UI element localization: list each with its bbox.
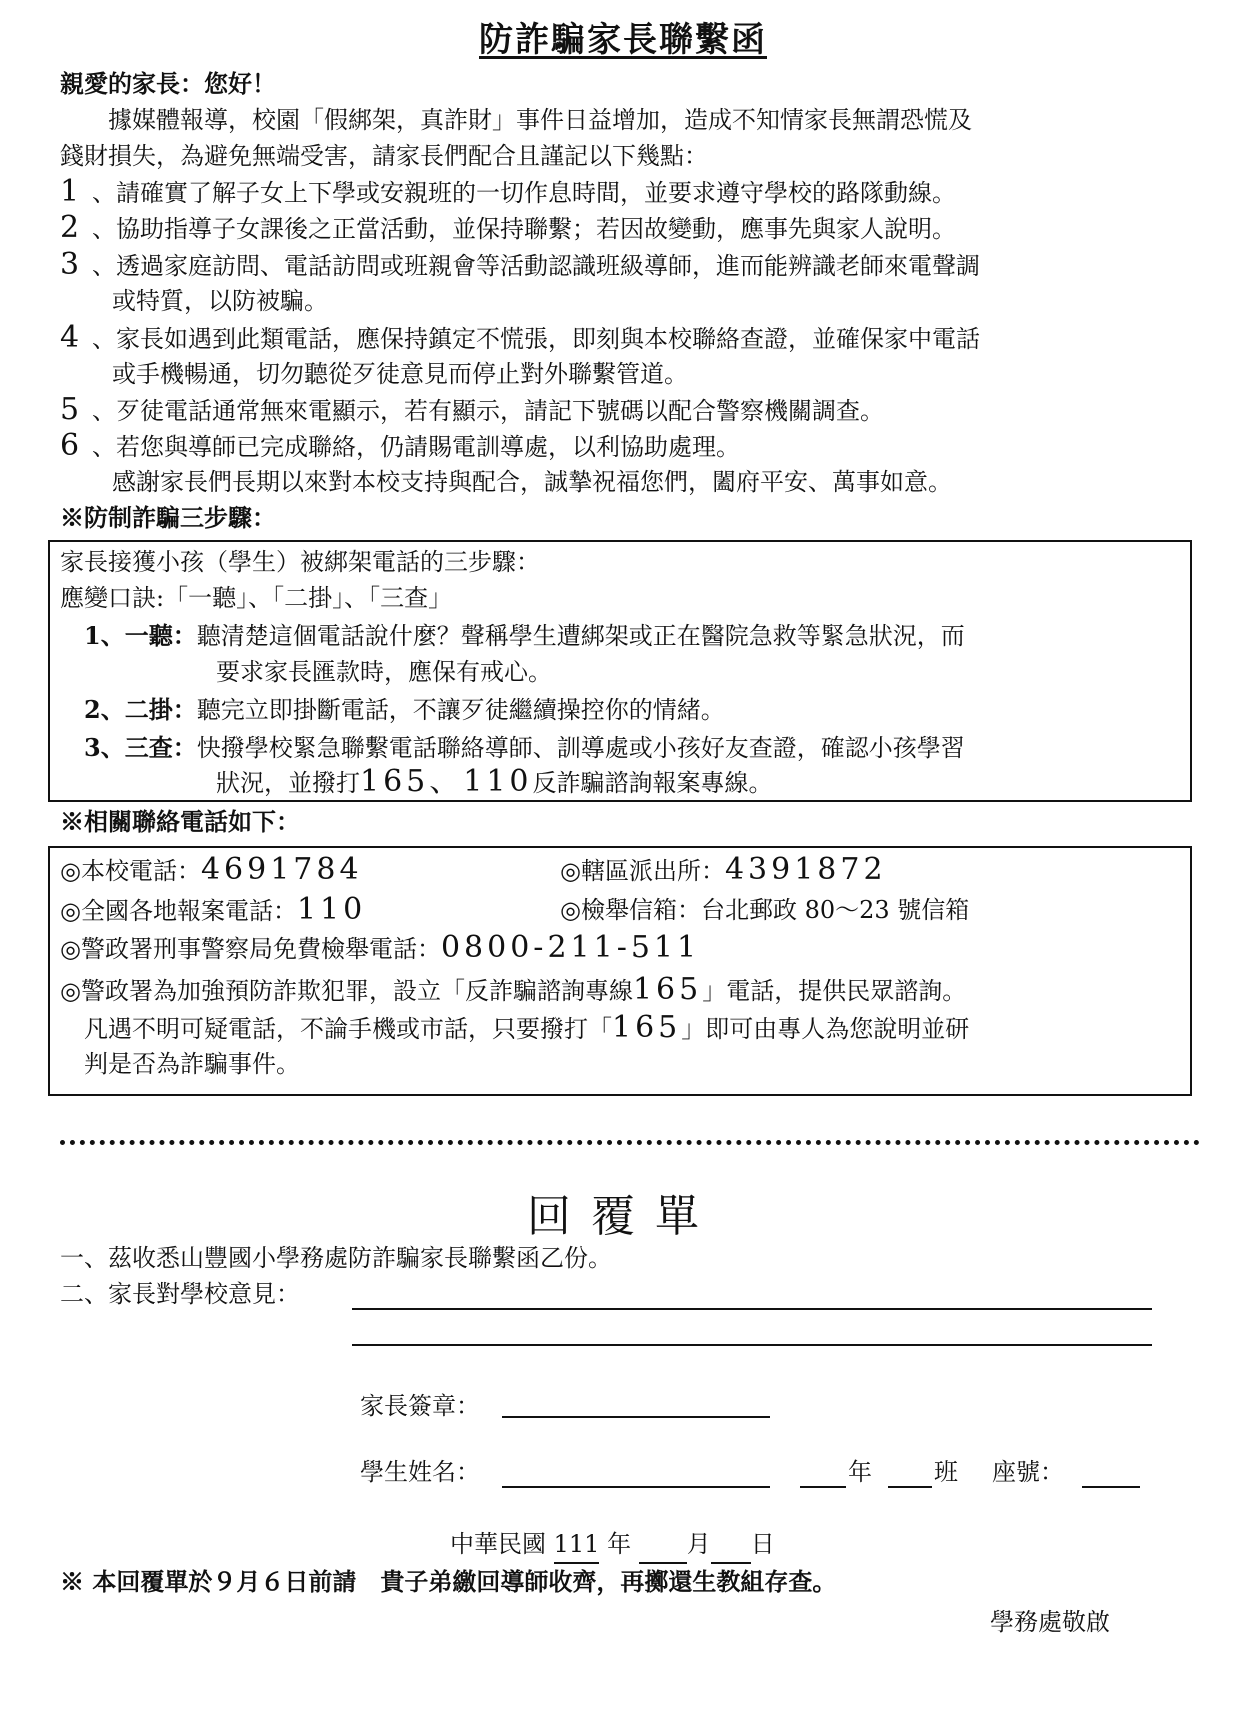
opinion-field-line-1[interactable] [352, 1308, 1152, 1310]
cib-phone [60, 930, 700, 967]
greeting: 親愛的家長：您好！ [60, 69, 276, 98]
school-phone [60, 852, 363, 889]
item-text: 、若您與導師已完成聯絡，仍請賜電訓導處，以利協助處理。 [92, 433, 740, 461]
hotline-text: 」即可由專人為您說明並研 [681, 1015, 970, 1043]
reply-line-1: 一、茲收悉山豐國小學務處防詐騙家長聯繫函乙份。 [60, 1244, 612, 1272]
day-field[interactable] [711, 1526, 751, 1564]
thanks-line: 感謝家長們長期以來對本校支持與配合，誠摯祝福您們，闔府平安、萬事如意。 [112, 468, 952, 496]
student-name-label: 學生姓名： [360, 1458, 480, 1486]
contact-label: ◎警政署刑事警察局免費檢舉電話： [60, 935, 441, 963]
step-text: 快撥學校緊急聯繫電話聯絡導師、訓導處或小孩好友查證，確認小孩學習 [196, 734, 965, 762]
step-1-continued: 要求家長匯款時，應保有戒心。 [216, 658, 552, 686]
step-text: 狀況，並撥打 [216, 769, 360, 797]
item-number: 3 [60, 247, 80, 282]
step-3 [84, 730, 965, 766]
reply-opinion-label: 二、家長對學校意見： [60, 1280, 300, 1308]
grade-label: 年 [848, 1458, 872, 1486]
item-number: 5 [60, 392, 80, 427]
contact-number: 4391872 [724, 852, 887, 887]
hotline-text: 」電話，提供民眾諮詢。 [702, 977, 967, 1005]
class-label: 班 [934, 1458, 958, 1486]
grade-field[interactable] [800, 1486, 846, 1488]
item-text: 、透過家庭訪問、電話訪問或班親會等活動認識班級導師，進而能辨識老師來電聲調 [92, 252, 980, 280]
report-mailbox: ◎檢舉信箱：台北郵政 80～23 號信箱 [560, 896, 970, 924]
item-text: 、家長如遇到此類電話，應保持鎮定不慌張，即刻與本校聯絡查證，並確保家中電話 [92, 325, 980, 353]
year-label: 年 [607, 1530, 632, 1558]
year-value: 111 [554, 1526, 600, 1564]
item-text: 、請確實了解子女上下學或安親班的一切作息時間，並要求遵守學校的路隊動線。 [92, 179, 956, 207]
item-text: 、協助指導子女課後之正當活動，並保持聯繫；若因故變動，應事先與家人說明。 [92, 215, 956, 243]
item-5 [60, 392, 884, 429]
month-label: 月 [686, 1530, 711, 1558]
item-number: 6 [60, 428, 80, 463]
hotline-line-1 [60, 972, 966, 1009]
date-prefix: 中華民國 [450, 1530, 546, 1558]
hotline-line-2 [84, 1010, 969, 1047]
letter-title: 防詐騙家長聯繫函 [479, 20, 767, 60]
contact-label: ◎轄區派出所： [560, 857, 725, 885]
step-2 [84, 692, 725, 728]
item-number: 1 [60, 174, 80, 209]
step-label: 1、一聽： [84, 621, 197, 650]
return-note: ※ 本回覆單於９月６日前請 貴子弟繳回導師收齊，再擲還生教組存查。 [60, 1567, 837, 1596]
opinion-field-line-2[interactable] [352, 1344, 1152, 1346]
hotline-number: 165 [632, 972, 703, 1007]
step-3-continued [216, 764, 773, 801]
contact-label: ◎本校電話： [60, 857, 201, 885]
seat-label: 座號： [992, 1458, 1064, 1486]
item-3-continued: 或特質，以防被騙。 [112, 287, 328, 315]
item-2 [60, 210, 956, 247]
hotline-line-3: 判是否為詐騙事件。 [84, 1050, 300, 1078]
step-label: 3、三查： [84, 733, 197, 762]
step-1 [84, 618, 965, 654]
contact-number: 110 [296, 892, 367, 927]
steps-intro: 家長接獲小孩（學生）被綁架電話的三步驟： [60, 548, 540, 576]
steps-heading: ※防制詐騙三步驟： [60, 503, 276, 532]
national-report-phone [60, 892, 366, 929]
month-field[interactable] [639, 1526, 687, 1564]
contact-label: ◎全國各地報案電話： [60, 897, 297, 925]
police-station-phone [560, 852, 887, 889]
hotline-text: 凡遇不明可疑電話，不論手機或市話，只要撥打「 [84, 1015, 612, 1043]
contact-number: 0800-211-511 [440, 930, 701, 965]
item-1 [60, 174, 956, 211]
step-text: 聽清楚這個電話說什麼？聲稱學生遭綁架或正在醫院急救等緊急狀況，而 [196, 622, 965, 650]
seat-field[interactable] [1082, 1486, 1140, 1488]
item-6 [60, 428, 740, 465]
cut-line [60, 1140, 1200, 1145]
hotline-number: 165 [612, 1010, 682, 1045]
hotline-text: ◎警政署為加強預防詐欺犯罪，設立「反詐騙諮詢專線 [60, 977, 633, 1005]
item-text: 、歹徒電話通常無來電顯示，若有顯示，請記下號碼以配合警察機關調查。 [92, 397, 884, 425]
item-4 [60, 320, 980, 357]
intro-line-1: 據媒體報導，校園「假綁架，真詐財」事件日益增加，造成不知情家長無謂恐慌及 [108, 106, 972, 134]
date-line [450, 1526, 775, 1564]
step-text: 反詐騙諮詢報案專線。 [532, 769, 773, 797]
sign-off: 學務處敬啟 [990, 1608, 1110, 1636]
contacts-heading: ※相關聯絡電話如下： [60, 807, 300, 836]
item-3 [60, 247, 980, 284]
signature-label: 家長簽章： [360, 1392, 480, 1420]
step-label: 2、二掛： [84, 695, 197, 724]
intro-line-2: 錢財損失，為避免無端受害，請家長們配合且謹記以下幾點： [60, 142, 708, 170]
step-text: 聽完立即掛斷電話，不讓歹徒繼續操控你的情緒。 [196, 696, 725, 724]
student-name-field[interactable] [502, 1486, 770, 1488]
item-number: 2 [60, 210, 80, 245]
class-field[interactable] [888, 1486, 932, 1488]
reply-title: 回覆單 [527, 1191, 719, 1242]
steps-mnemonic: 應變口訣:「一聽」、「二掛」、「三查」 [60, 584, 453, 612]
day-label: 日 [750, 1530, 775, 1558]
item-4-continued: 或手機暢通，切勿聽從歹徒意見而停止對外聯繫管道。 [112, 360, 688, 388]
contact-number: 4691784 [200, 852, 363, 887]
hotline-numbers: 165、110 [360, 764, 533, 799]
signature-field[interactable] [502, 1416, 770, 1418]
item-number: 4 [60, 320, 80, 355]
